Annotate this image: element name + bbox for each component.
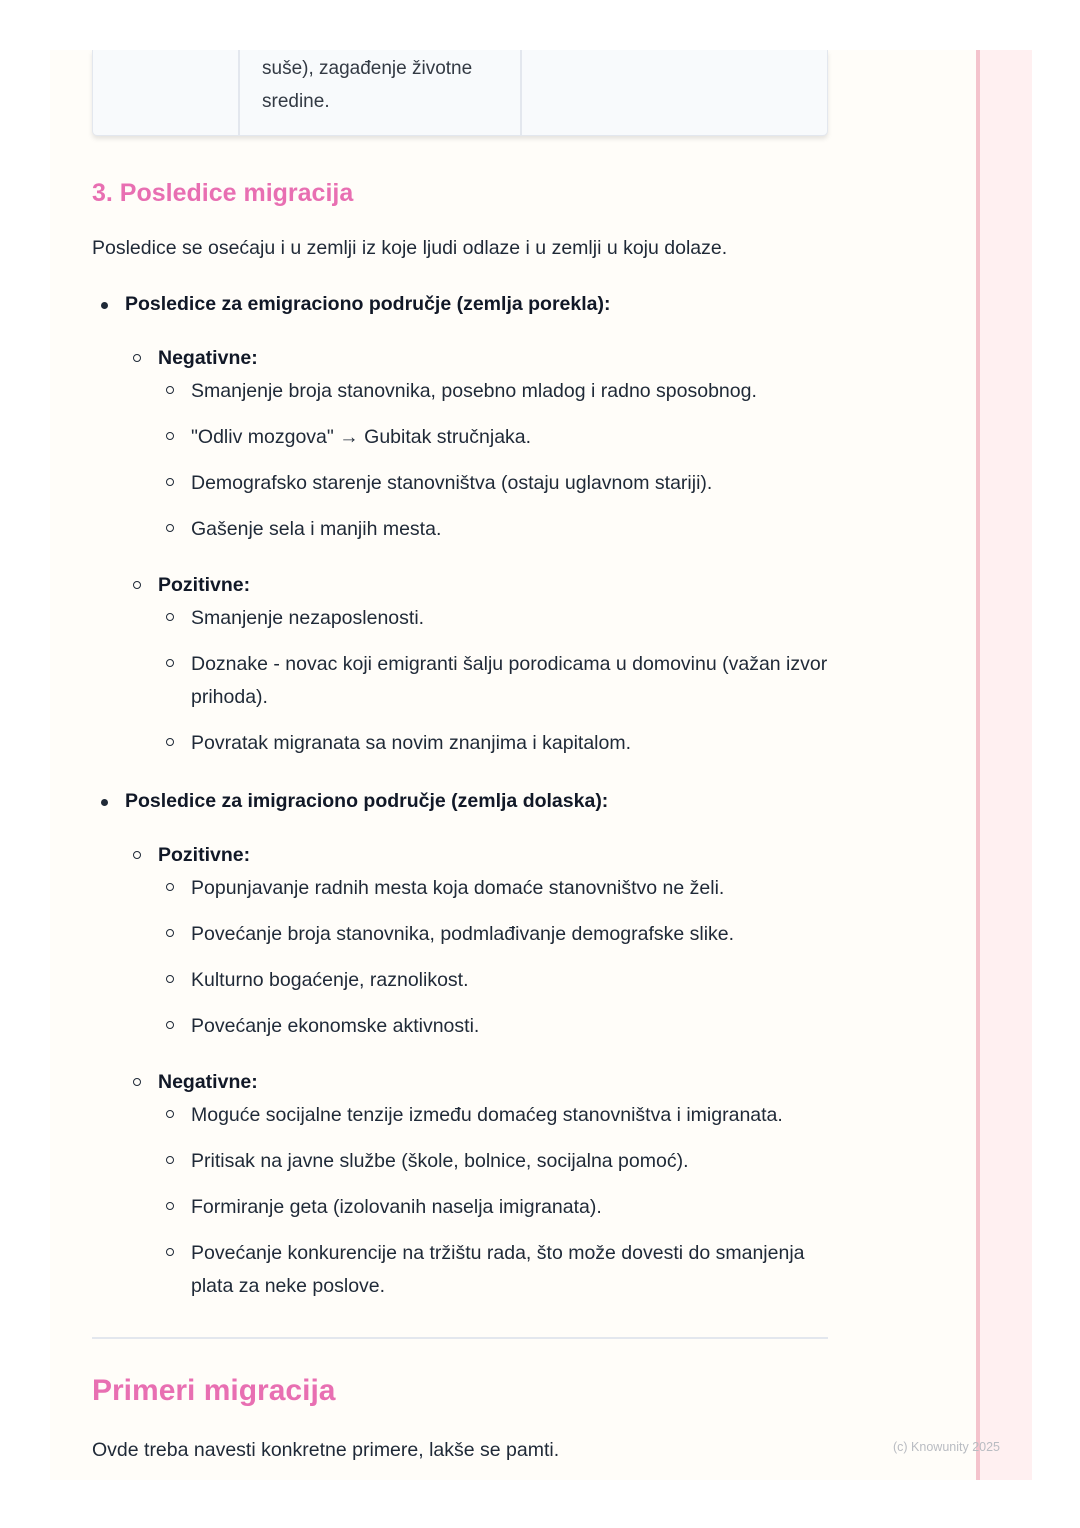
bullet-ring (133, 354, 141, 362)
bullet-ring (166, 613, 174, 621)
table-cell-line: suše), zagađenje životne (262, 58, 473, 79)
list-item (158, 375, 828, 408)
section-intro: Posledice se osećaju i u zemlji iz koje ljudi odlaze i u zemlji u koju dolaze. (92, 237, 728, 259)
list-item (158, 727, 828, 760)
bullet-ring (166, 1202, 174, 1210)
subgroup-negative (125, 343, 828, 546)
table-cell-line: sredine. (262, 91, 330, 112)
section-heading: 3. Posledice migracija (92, 179, 354, 207)
list-item (158, 1191, 828, 1224)
bullet-ring (166, 524, 174, 532)
bullet-ring (166, 883, 174, 891)
document-page (50, 50, 1032, 1480)
list-item (158, 1010, 828, 1043)
bullet-ring (166, 1021, 174, 1029)
list-item (158, 648, 828, 714)
group-emigration (92, 289, 828, 760)
list-item-text: Formiranje geta (izolovanih naselja imigranata). (191, 1196, 602, 1218)
list-item (158, 1237, 828, 1303)
list-item-text: Gašenje sela i manjih mesta. (191, 518, 442, 540)
list-item-text: Smanjenje nezaposlenosti. (191, 607, 425, 629)
bullet-ring (166, 1248, 174, 1256)
section-divider (92, 1337, 828, 1339)
bullet-ring (166, 929, 174, 937)
table-cell-empty (522, 50, 827, 135)
watermark: (c) Knowunity 2025 (893, 1440, 1001, 1454)
subgroup-title: Negativne: (158, 347, 258, 369)
group-title: Posledice za imigraciono područje (zemlja dolaska): (125, 790, 609, 812)
list-item-text: Demografsko starenje stanovništva (ostaju uglavnom stariji). (191, 472, 713, 494)
list-item (158, 513, 828, 546)
subgroup-positive (125, 840, 828, 1043)
list-item-text: Smanjenje broja stanovnika, posebno mladog i radno sposobnog. (191, 380, 757, 402)
bullet-ring (166, 659, 174, 667)
subgroup-positive (125, 570, 828, 760)
bullet-ring (166, 1156, 174, 1164)
list-item (158, 467, 828, 500)
group-immigration (92, 786, 828, 1303)
list-item-text: Povećanje broja stanovnika, podmlađivanje demografske slike. (191, 923, 735, 945)
bullet-ring (133, 851, 141, 859)
bullet-ring (166, 478, 174, 486)
list-item-text: Doznake - novac koji emigranti šalju porodicama u domovinu (važan izvor prihoda). (191, 653, 828, 708)
list-item-text: Povratak migranata sa novim znanjima i kapitalom. (191, 732, 632, 754)
list-item-text: Moguće socijalne tenzije između domaćeg stanovništva i imigranata. (191, 1104, 783, 1126)
list-item-text: Popunjavanje radnih mesta koja domaće stanovništvo ne želi. (191, 877, 725, 899)
bullet-ring (166, 432, 174, 440)
bullet-dot (101, 302, 108, 309)
subgroup-negative (125, 1067, 828, 1303)
bullet-ring (166, 975, 174, 983)
list-item-text: Povećanje konkurencije na tržištu rada, što može dovesti do smanjenja plata za neke poslove. (191, 1242, 805, 1297)
bullet-ring (166, 738, 174, 746)
list-item (158, 872, 828, 905)
content-column (92, 50, 828, 1465)
primeri-text: Ovde treba navesti konkretne primere, lakše se pamti. (92, 1439, 560, 1461)
list-item-text: Povećanje ekonomske aktivnosti. (191, 1015, 480, 1037)
primeri-heading: Primeri migracija (92, 1374, 336, 1407)
list-item (158, 602, 828, 635)
bullet-dot (101, 799, 108, 806)
table-cell-text (240, 50, 522, 135)
bullet-ring (133, 581, 141, 589)
bullet-ring (166, 1110, 174, 1118)
list-item-text: Pritisak na javne službe (škole, bolnice, socijalna pomoć). (191, 1150, 689, 1172)
subgroup-title: Pozitivne: (158, 844, 251, 866)
bullet-ring (133, 1078, 141, 1086)
side-stripe (976, 50, 1032, 1480)
group-title: Posledice za emigraciono područje (zemlja porekla): (125, 293, 611, 315)
list-item (158, 918, 828, 951)
list-item (158, 1099, 828, 1132)
side-margin-line (976, 50, 980, 1480)
consequences-list (92, 289, 828, 1303)
subgroup-title: Pozitivne: (158, 574, 251, 596)
list-item (158, 1145, 828, 1178)
list-item-text: Kulturno bogaćenje, raznolikost. (191, 969, 469, 991)
bullet-ring (166, 386, 174, 394)
list-item (158, 964, 828, 997)
table-fragment (92, 50, 828, 136)
subgroup-title: Negativne: (158, 1071, 258, 1093)
list-item (158, 421, 828, 454)
table-cell-empty (93, 50, 240, 135)
list-item-text: "Odliv mozgova" → Gubitak stručnjaka. (191, 426, 532, 448)
